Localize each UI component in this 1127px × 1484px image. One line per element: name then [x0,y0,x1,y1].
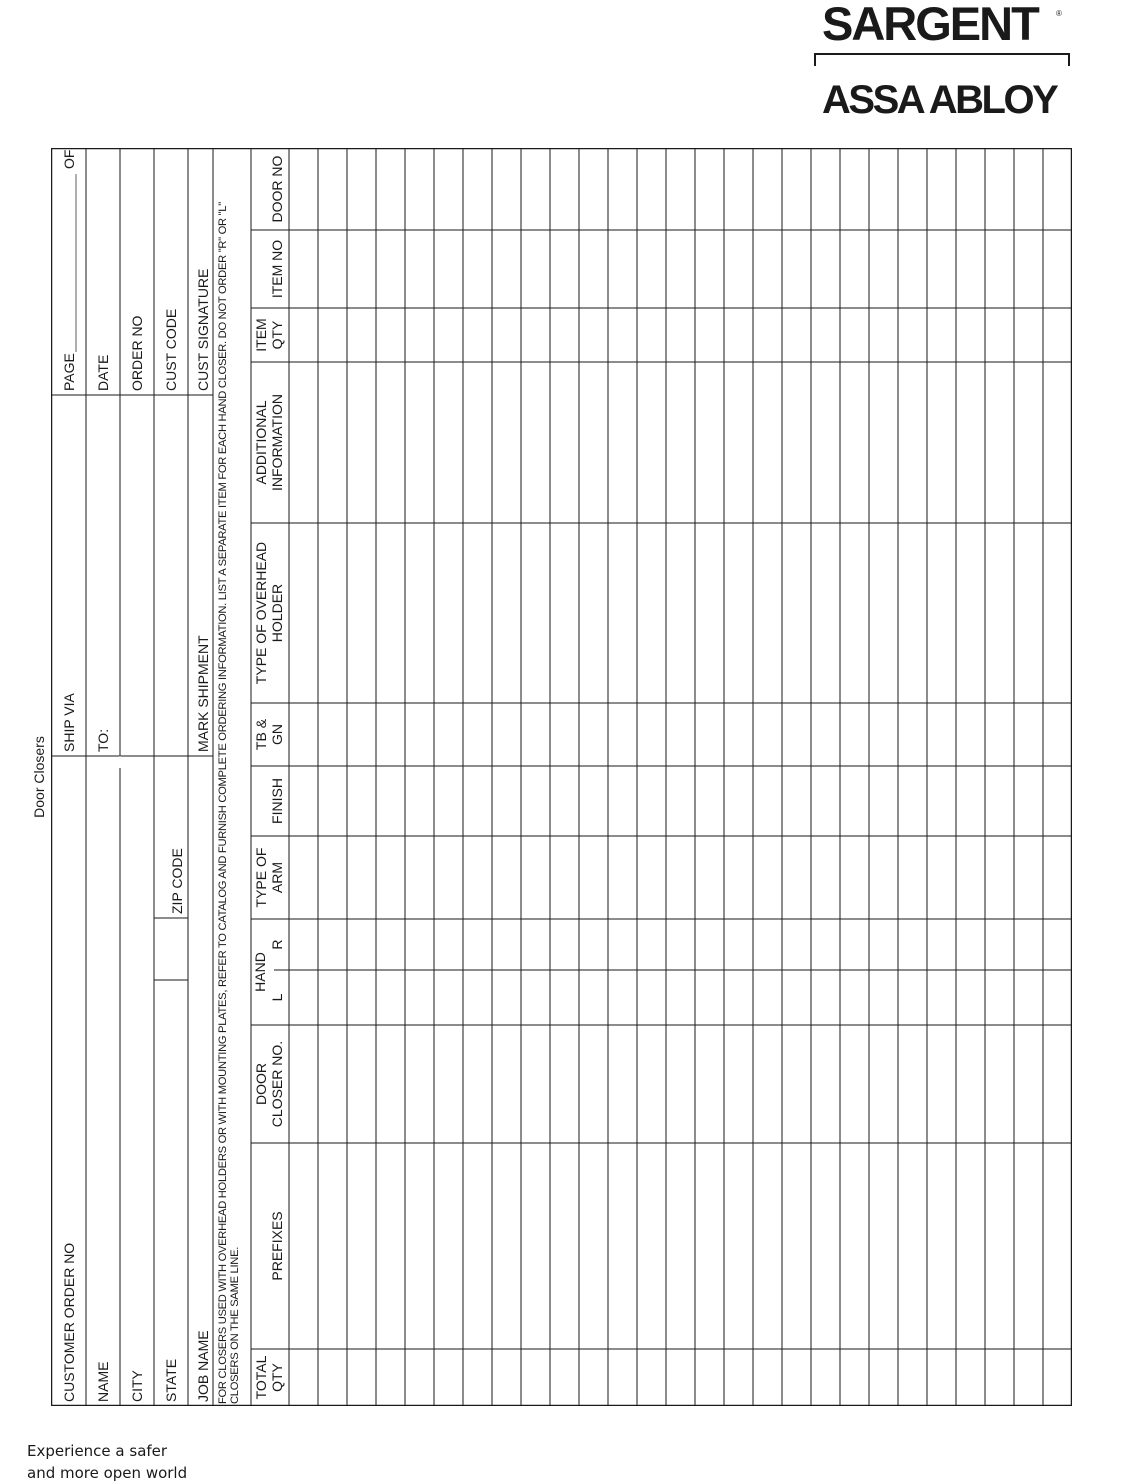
col-item-qty-line2: QTY [269,320,285,350]
col-tb-gn-line1: TB & [253,718,269,751]
form-title: Door Closers [31,736,47,818]
tagline-line2: and more open world [27,1464,188,1482]
logo-divider [814,53,1070,66]
order-form [31,148,1072,1406]
col-item-qty [253,308,285,362]
mark-shipment-label: MARK SHIPMENT [195,635,211,752]
col-door-closer-no [253,1025,285,1143]
job-name-label: JOB NAME [195,1330,211,1402]
col-hand-r: R [269,939,285,950]
col-type-of-arm [253,836,285,919]
col-door-no: DOOR NO [269,155,285,223]
col-total-qty-line1: TOTAL [253,1355,269,1400]
name-label: NAME [95,1361,111,1402]
brand-name: SARGENT [822,0,1038,50]
col-hand-l: L [269,993,285,1002]
order-no-label: ORDER NO [129,315,145,391]
cust-signature-label: CUST SIGNATURE [195,268,211,391]
col-type-of-arm-line2: ARM [269,861,285,894]
col-tb-gn [253,703,285,766]
page-label: PAGE [61,353,77,391]
brand-group: ASSA ABLOY [822,78,1057,122]
col-item-no: ITEM NO [269,239,285,299]
brand-logo [812,0,1074,122]
col-overhead-holder-line2: HOLDER [269,583,285,643]
row-lines [289,148,1043,1406]
col-total-qty-line2: QTY [269,1363,285,1392]
city-label: CITY [129,1370,145,1402]
to-label: TO: [95,728,111,752]
cust-code-label: CUST CODE [163,308,179,391]
col-prefixes: PREFIXES [269,1211,285,1281]
col-type-of-arm-line1: TYPE OF [253,847,269,908]
instructions: FOR CLOSERS USED WITH OVERHEAD HOLDERS OR WITH MOUNTING PLATES, REFER TO CATALOG AND FURNISH COMPLETE ORDERING INFORMATION. LIST A SEPARATE ITEM FOR EACH HAND CLOSER. DO NOT ORDER "R" OR "L" CLOSERS ON THE SAME LINE. [217,202,241,1404]
col-tb-gn-line2: GN [269,724,285,745]
tagline-line1: Experience a safer [27,1442,168,1460]
registered-mark: ® [1056,9,1062,18]
col-total-qty [253,1349,285,1406]
col-overhead-holder-line1: TYPE OF OVERHEAD [253,541,269,685]
col-additional-info-line1: ADDITIONAL [253,400,269,485]
date-label: DATE [95,354,111,391]
tagline [27,1440,187,1484]
col-additional-info-line2: INFORMATION [269,394,285,491]
col-door-closer-no-line1: DOOR [253,1063,269,1105]
customer-order-no-label: CUSTOMER ORDER NO [61,1242,77,1402]
ship-via-label: SHIP VIA [61,693,77,752]
col-hand: HAND [252,952,268,992]
col-door-closer-no-line2: CLOSER NO. [269,1040,285,1128]
col-overhead-holder [253,523,285,703]
col-item-qty-line1: ITEM [253,318,269,352]
state-label: STATE [163,1358,179,1402]
of-label: OF [61,149,77,169]
col-finish: FINISH [269,778,285,824]
col-additional-info [253,362,285,523]
zip-code-label: ZIP CODE [169,848,185,914]
